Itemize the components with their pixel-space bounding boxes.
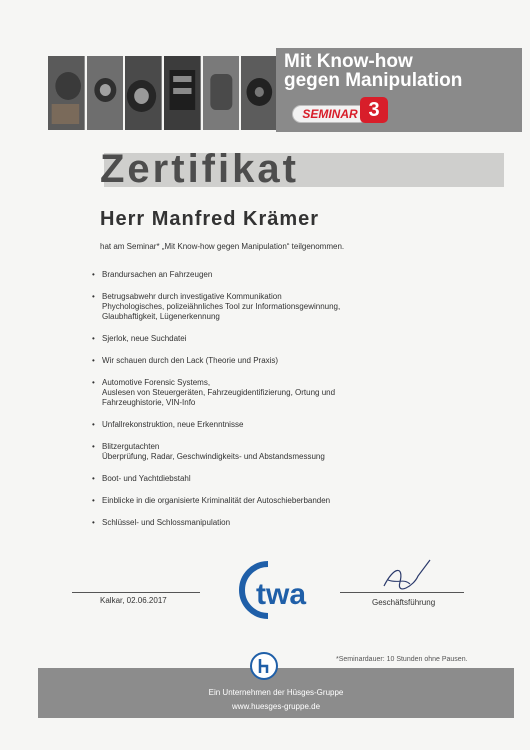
- topic-line: Brandursachen an Fahrzeugen: [102, 270, 213, 279]
- slogan-line-2: gegen Manipulation: [284, 70, 463, 91]
- topic-line: Auslesen von Steuergeräten, Fahrzeugidentifizierung, Ortung und: [102, 388, 336, 397]
- photo-strip: [48, 56, 278, 130]
- signature-line-right: [340, 592, 464, 593]
- topic-line: Glaubhaftigkeit, Lügenerkennung: [102, 312, 220, 321]
- photo-circuit: [164, 56, 201, 130]
- certificate-title: Zertifikat: [100, 147, 299, 191]
- bullet-icon: •: [92, 496, 95, 505]
- topic-item: [90, 270, 470, 280]
- topic-line: Einblicke in die organisierte Kriminalität der Autoschieberbanden: [102, 496, 331, 505]
- signature: [374, 556, 444, 600]
- slogan-line-1: Mit Know-how: [284, 51, 413, 72]
- topic-line: Betrugsabwehr durch investigative Kommunikation: [102, 292, 282, 301]
- bullet-icon: •: [92, 334, 95, 343]
- topic-item: [90, 518, 470, 528]
- bullet-icon: •: [92, 356, 95, 365]
- recipient-name: Herr Manfred Krämer: [100, 208, 320, 230]
- topic-line: Überprüfung, Radar, Geschwindigkeits- und Abstandsmessung: [102, 452, 325, 461]
- seminar-badge-number: 3: [360, 97, 388, 123]
- photo-dashboard: [87, 56, 124, 130]
- place-date: Kalkar, 02.06.2017: [100, 596, 167, 605]
- management-label: Geschäftsführung: [372, 598, 436, 607]
- topic-line: Schlüssel- und Schlossmanipulation: [102, 518, 231, 527]
- bullet-icon: •: [92, 292, 95, 301]
- topic-item: [90, 442, 470, 462]
- twa-logo-text: twa: [256, 578, 307, 611]
- topic-line: Unfallrekonstruktion, neue Erkenntnisse: [102, 420, 244, 429]
- bullet-icon: •: [92, 518, 95, 527]
- photo-speaker: [241, 56, 278, 130]
- topic-item: [90, 292, 470, 322]
- topic-line: Wir schauen durch den Lack (Theorie und Praxis): [102, 356, 279, 365]
- topic-line: Blitzergutachten: [102, 442, 160, 451]
- photo-parts: [203, 56, 240, 130]
- topic-item: [90, 496, 470, 506]
- photo-wheel: [125, 56, 162, 130]
- twa-logo: [222, 558, 318, 630]
- bullet-icon: •: [92, 442, 95, 451]
- topic-line: Automotive Forensic Systems,: [102, 378, 211, 387]
- seminar-badge: [292, 97, 394, 123]
- topic-line: Sjerlok, neue Suchdatei: [102, 334, 187, 343]
- bullet-icon: •: [92, 420, 95, 429]
- topic-line: Fahrzeughistorie, VIN-Info: [102, 398, 196, 407]
- bullet-icon: •: [92, 378, 95, 387]
- duration-note: *Seminardauer: 10 Stunden ohne Pausen.: [336, 656, 468, 663]
- photo-engine: [48, 56, 85, 130]
- slogan: [284, 52, 520, 90]
- intro-text: hat am Seminar* „Mit Know-how gegen Manipulation“ teilgenommen.: [100, 242, 345, 251]
- topic-item: [90, 474, 470, 484]
- topic-item: [90, 334, 470, 344]
- company-name: Ein Unternehmen der Hüsges-Gruppe: [208, 688, 344, 697]
- seminar-badge-label: SEMINAR: [292, 105, 368, 123]
- bullet-icon: •: [92, 474, 95, 483]
- bullet-icon: •: [92, 270, 95, 279]
- topic-item: [90, 356, 470, 366]
- group-logo: [250, 652, 278, 680]
- signature-line-left: [72, 592, 200, 593]
- topic-list: [90, 270, 470, 540]
- website-link[interactable]: www.huesges-gruppe.de: [231, 702, 321, 711]
- topic-line: Phychologisches, polizeiähnliches Tool zur Informationsgewinnung,: [102, 302, 341, 311]
- topic-item: [90, 420, 470, 430]
- topic-item: [90, 378, 470, 408]
- topic-line: Boot- und Yachtdiebstahl: [102, 474, 191, 483]
